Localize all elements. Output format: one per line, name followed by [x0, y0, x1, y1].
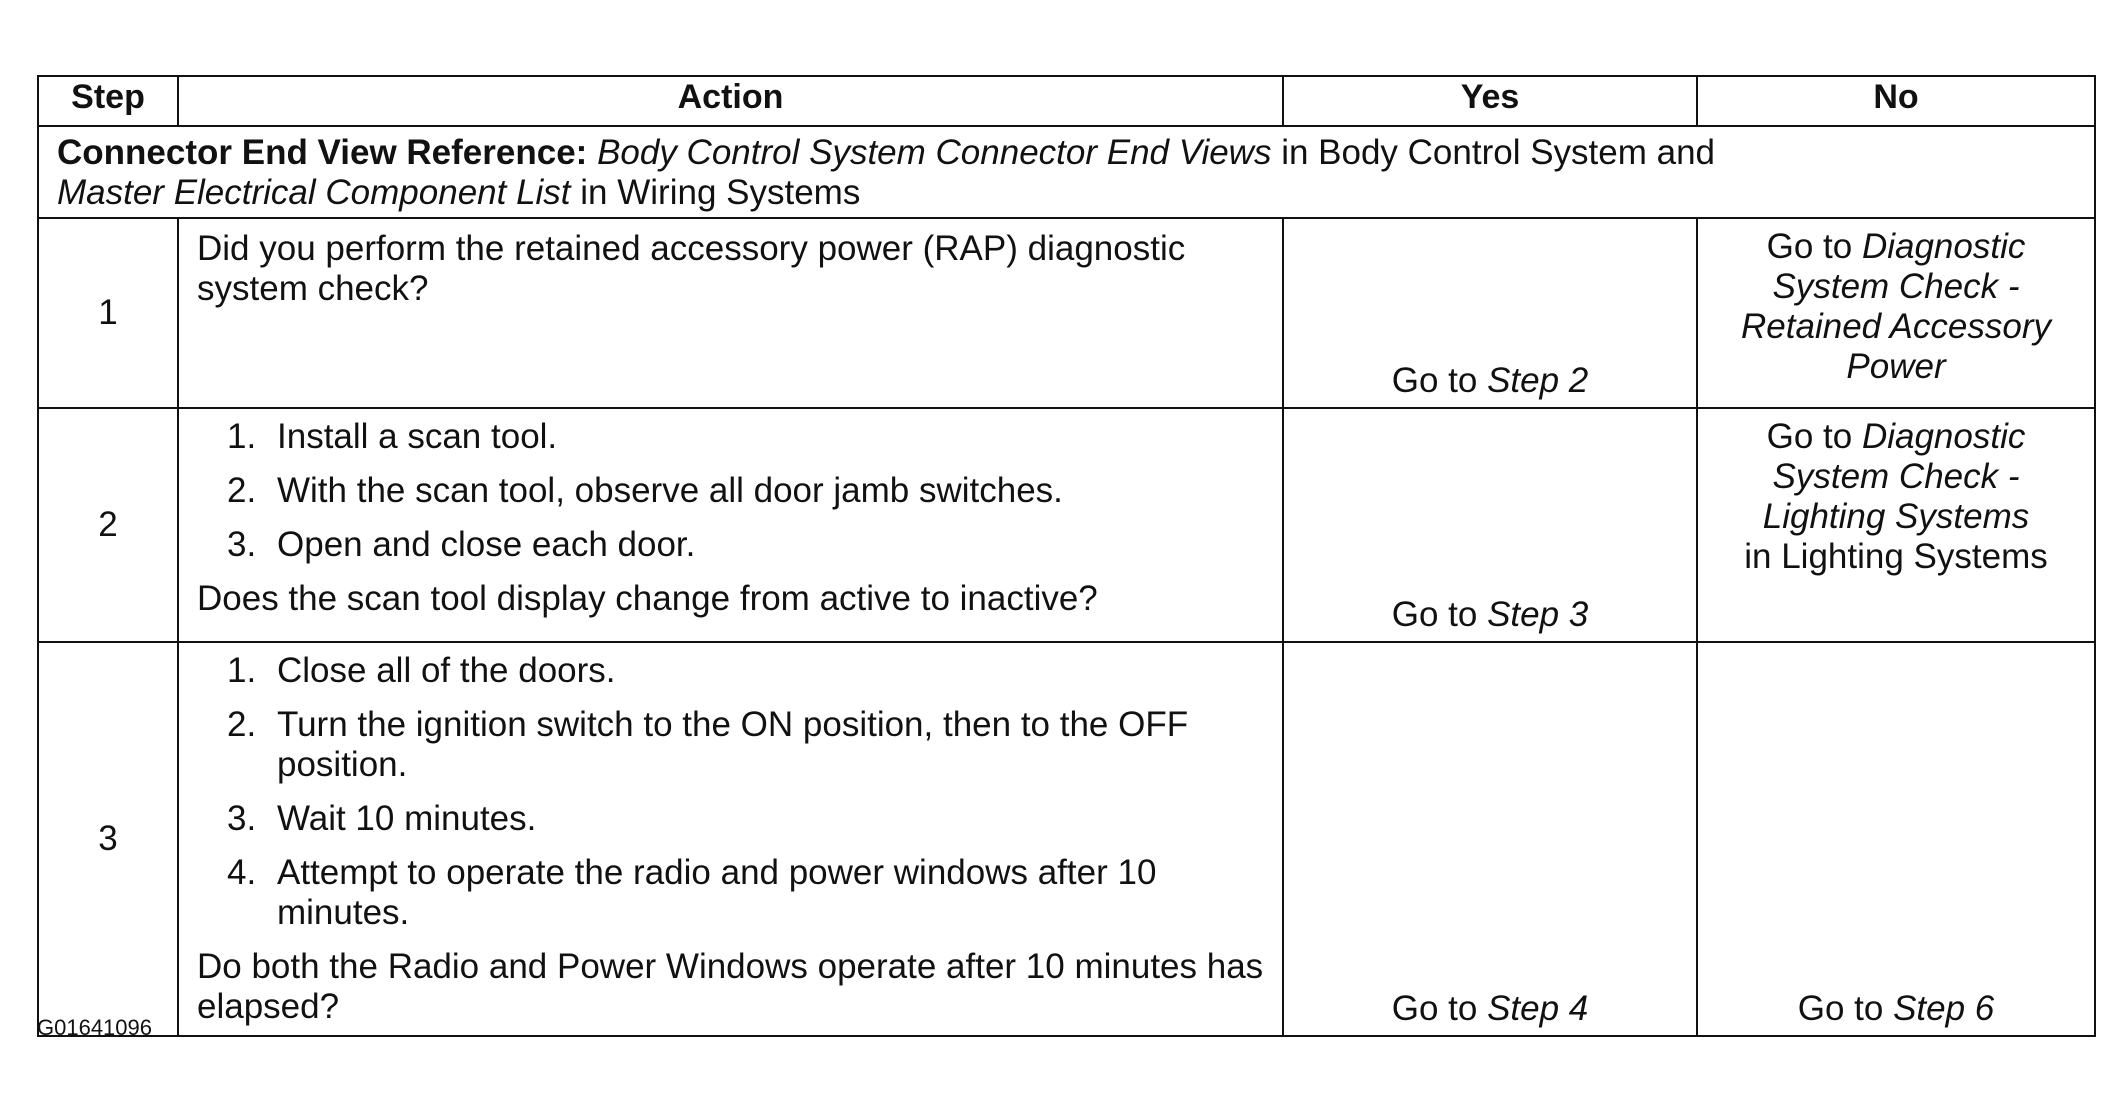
- reference-label: Connector End View Reference:: [57, 133, 588, 172]
- table-row-step-2: [38, 408, 2095, 642]
- no-suffix: in Lighting Systems: [1744, 537, 2048, 576]
- action-step-text: Attempt to operate the radio and power windows after 10 minutes.: [277, 853, 1157, 932]
- yes-prefix: Go to: [1391, 361, 1488, 400]
- yes-link[interactable]: Step 4: [1487, 989, 1589, 1028]
- header-step: Step: [38, 76, 178, 126]
- reference-text-2: in Wiring Systems: [570, 173, 861, 212]
- action-steps: [197, 417, 1268, 565]
- header-action: Action: [178, 76, 1283, 126]
- no-link[interactable]: Step 6: [1893, 989, 1995, 1028]
- action-question: Did you perform the retained accessory power (RAP) diagnostic system check?: [197, 229, 1186, 308]
- figure-id: G01641096: [37, 1015, 152, 1040]
- action-step-item: [197, 705, 1268, 785]
- step-number: 2: [38, 408, 178, 642]
- action-step-number: 2.: [227, 705, 257, 744]
- action-cell: [178, 218, 1283, 408]
- action-step-number: 4.: [227, 853, 257, 892]
- action-step-number: 3.: [227, 799, 257, 838]
- action-step-text: With the scan tool, observe all door jamb switches.: [277, 471, 1063, 510]
- action-step-item: [197, 799, 1268, 839]
- diagnostic-table: [37, 75, 2096, 1037]
- reference-link-component-list[interactable]: Master Electrical Component List: [57, 173, 571, 212]
- action-question: Does the scan tool display change from active to inactive?: [197, 579, 1098, 618]
- no-prefix: Go to: [1766, 417, 1862, 456]
- action-step-item: [197, 471, 1268, 511]
- header-yes: Yes: [1283, 76, 1697, 126]
- no-cell: [1697, 408, 2095, 642]
- header-row: [38, 76, 2095, 126]
- action-step-text: Turn the ignition switch to the ON position, then to the OFF position.: [277, 705, 1189, 784]
- no-prefix: Go to: [1797, 989, 1894, 1028]
- step-number: 3: [38, 642, 178, 1036]
- action-step-item: [197, 651, 1268, 691]
- no-cell: [1697, 642, 2095, 1036]
- action-step-text: Install a scan tool.: [277, 417, 558, 456]
- action-step-item: [197, 417, 1268, 457]
- action-question: Do both the Radio and Power Windows operate after 10 minutes has elapsed?: [197, 947, 1264, 1026]
- reference-row: [38, 126, 2095, 218]
- action-cell: [178, 642, 1283, 1036]
- action-step-item: [197, 853, 1268, 933]
- yes-link[interactable]: Step 3: [1487, 595, 1589, 634]
- reference-cell: [38, 126, 2095, 218]
- yes-prefix: Go to: [1391, 595, 1488, 634]
- action-steps: [197, 651, 1268, 933]
- action-step-number: 2.: [227, 471, 257, 510]
- table-row-step-3: [38, 642, 2095, 1036]
- yes-prefix: Go to: [1391, 989, 1488, 1028]
- table-row-step-1: [38, 218, 2095, 408]
- yes-link[interactable]: Step 2: [1487, 361, 1589, 400]
- no-prefix: Go to: [1766, 227, 1862, 266]
- action-step-number: 3.: [227, 525, 257, 564]
- yes-cell: [1283, 218, 1697, 408]
- action-step-text: Open and close each door.: [277, 525, 696, 564]
- action-step-text: Close all of the doors.: [277, 651, 616, 690]
- no-link[interactable]: Diagnostic System Check - Lighting Systems: [1762, 417, 2030, 536]
- yes-cell: [1283, 408, 1697, 642]
- action-cell: [178, 408, 1283, 642]
- no-link[interactable]: Diagnostic System Check - Retained Accessory Power: [1741, 227, 2051, 386]
- step-number: 1: [38, 218, 178, 408]
- action-step-number: 1.: [227, 417, 257, 456]
- action-step-number: 1.: [227, 651, 257, 690]
- no-cell: [1697, 218, 2095, 408]
- reference-link-connector-views[interactable]: Body Control System Connector End Views: [597, 133, 1272, 172]
- reference-text-1: in Body Control System and: [1271, 133, 1716, 172]
- action-step-text: Wait 10 minutes.: [277, 799, 537, 838]
- action-step-item: [197, 525, 1268, 565]
- header-no: No: [1697, 76, 2095, 126]
- yes-cell: [1283, 642, 1697, 1036]
